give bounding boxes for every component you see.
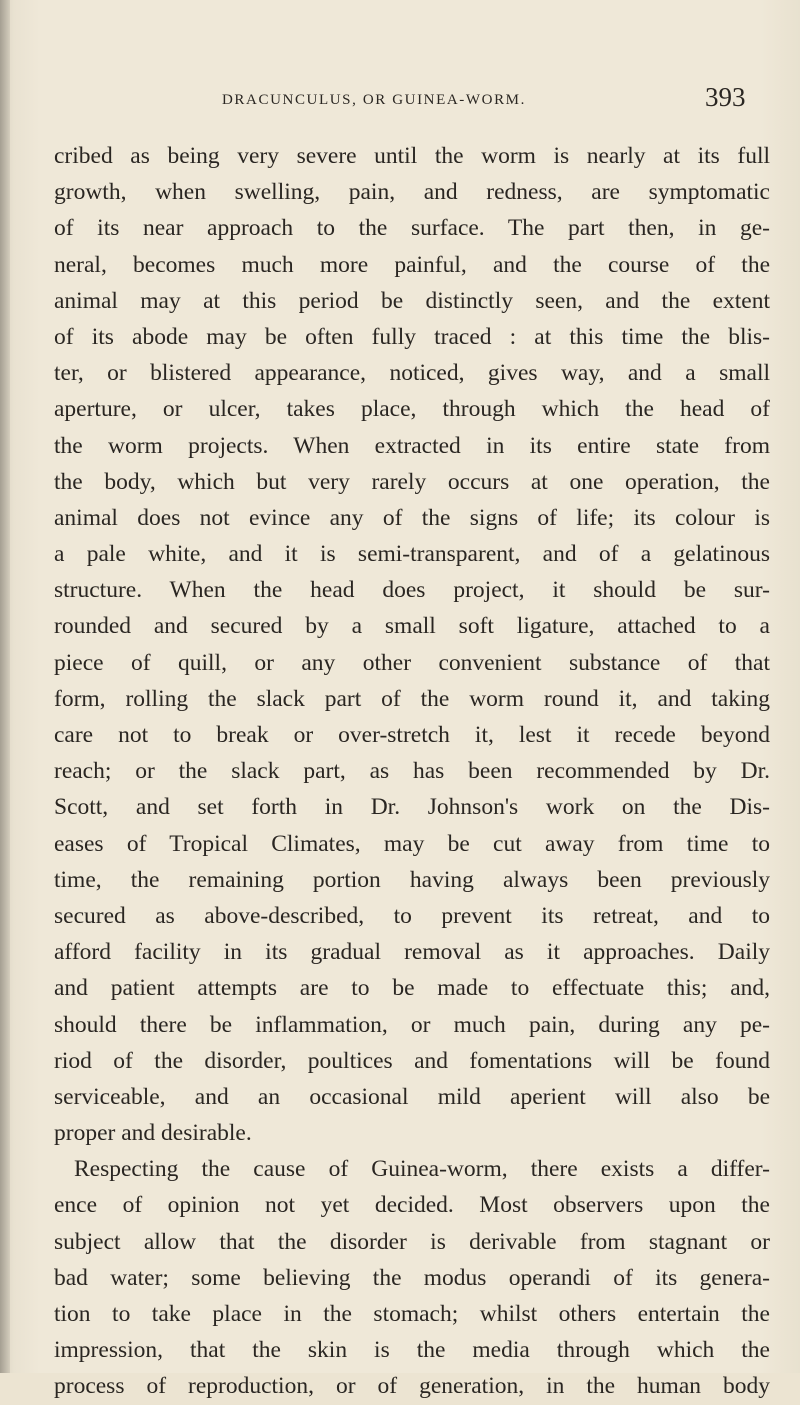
- text-line: Respecting the cause of Guinea-worm, there exists a differ-: [74, 1156, 770, 1183]
- text-line: proper and desirable.: [54, 1120, 252, 1147]
- text-line: ter, or blistered appearance, noticed, gives way, and a small: [54, 360, 770, 387]
- text-line: secured as above-described, to prevent its retreat, and to: [54, 902, 770, 929]
- text-line: time, the remaining portion having always been previously: [54, 866, 770, 893]
- text-line: ence of opinion not yet decided. Most observers upon the: [54, 1192, 770, 1219]
- text-line: should there be inflammation, or much pain, during any pe-: [54, 1011, 770, 1038]
- text-line: piece of quill, or any other convenient substance of that: [54, 649, 770, 676]
- text-line: care not to break or over-stretch it, lest it recede beyond: [54, 722, 770, 748]
- text-line: a pale white, and it is semi-transparent, and of a gelatinous: [54, 541, 770, 568]
- text-line: neral, becomes much more painful, and the course of the: [54, 251, 770, 278]
- text-line: form, rolling the slack part of the worm round it, and taking: [54, 685, 770, 712]
- text-line: Scott, and set forth in Dr. Johnson's work on the Dis-: [54, 794, 770, 821]
- text-line: process of reproduction, or of generation, in the human body: [54, 1373, 770, 1400]
- text-line: riod of the disorder, poultices and fomentations will be found: [54, 1047, 770, 1074]
- text-line: and patient attempts are to be made to effectuate this; and,: [54, 975, 770, 1002]
- text-line: of its near approach to the surface. The part then, in ge-: [54, 215, 770, 242]
- text-line: the worm projects. When extracted in its entire state from: [54, 432, 770, 459]
- text-line: afford facility in its gradual removal as it approaches. Daily: [54, 939, 770, 966]
- text-line: cribed as being very severe until the worm is nearly at its full: [54, 143, 770, 169]
- text-line: the body, which but very rarely occurs at one operation, the: [54, 468, 770, 495]
- text-line: animal may at this period be distinctly seen, and the extent: [54, 287, 770, 314]
- running-title: DRACUNCULUS, OR GUINEA-WORM.: [222, 92, 526, 108]
- text-line: subject allow that the disorder is derivable from stagnant or: [54, 1228, 770, 1255]
- text-line: tion to take place in the stomach; whilst others entertain the: [54, 1301, 770, 1327]
- body-text: [54, 138, 770, 1405]
- text-line: of its abode may be often fully traced : at this time the blis-: [54, 323, 770, 350]
- text-line: aperture, or ulcer, takes place, through which the head of: [54, 396, 770, 423]
- running-head: [0, 82, 800, 122]
- page-number: 393: [705, 82, 746, 112]
- text-line: serviceable, and an occasional mild aperient will also be: [54, 1083, 770, 1110]
- text-line: impression, that the skin is the media through which the: [54, 1337, 770, 1364]
- text-line: animal does not evince any of the signs of life; its colour is: [54, 504, 770, 531]
- text-line: bad water; some believing the modus operandi of its genera-: [54, 1264, 770, 1291]
- page-binding-edge: [0, 0, 10, 1373]
- text-line: eases of Tropical Climates, may be cut away from time to: [54, 830, 770, 857]
- text-line: reach; or the slack part, as has been recommended by Dr.: [54, 758, 770, 785]
- text-line: growth, when swelling, pain, and redness, are symptomatic: [54, 179, 770, 206]
- text-line: rounded and secured by a small soft ligature, attached to a: [54, 613, 770, 640]
- text-line: structure. When the head does project, it should be sur-: [54, 577, 770, 604]
